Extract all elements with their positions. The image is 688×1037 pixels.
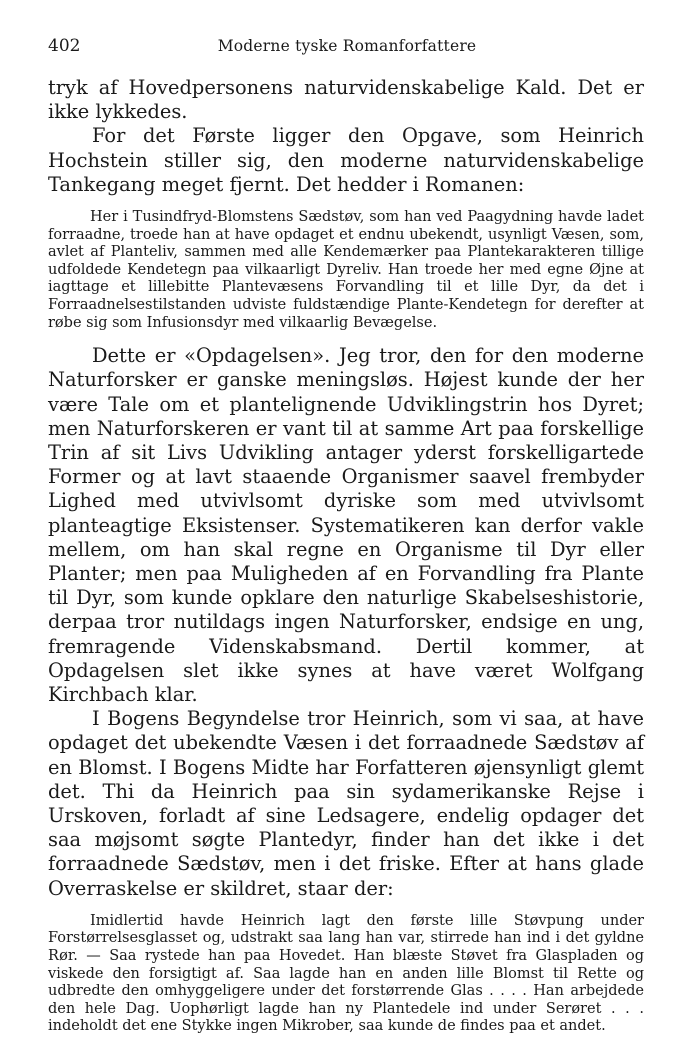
paragraph-continuation: tryk af Hovedpersonens naturvidenskabelige Kald. Det er ikke lykkedes. [48, 76, 644, 124]
page-header [48, 36, 646, 60]
block-quote-1: Her i Tusindfryd-Blomstens Sædstøv, som han ved Paagydning havde ladet forraadne, troede han at have opdaget et endnu ubekendt, usynligt Væsen, som, avlet af Planteliv, sammen med alle Kendemærker paa Plantekarakteren tillige udfoldede Kendetegn paa vilkaarligt Dyreliv. Han troede her med egne Øjne at iagttage et lillebitte Plantevæsens Forvandling til et lille Dyr, da det i Forraadnelsestilstanden udviste fuldstændige Plante-Kendetegn for derefter at røbe sig som Infusionsdyr med vilkaarlig Bevægelse. [48, 209, 644, 331]
page-body [48, 76, 644, 1036]
paragraph-discussion: Dette er «Opdagelsen». Jeg tror, den for den moderne Naturforsker er ganske meningsløs. Højest kunde der her være Tale om et plantelignende Udviklingstrin hos Dyret; men Naturforskeren er vant til at samme Art paa forskellige Trin af sit Livs Udvikling antager yderst forskelligartede Former og at lavt staaende Organismer saavel frembyder Lighed med utvivlsomt dyriske som med utvivlsomt planteagtige Eksistenser. Systematikeren kan derfor vakle mellem, om han skal regne en Organisme til Dyr eller Planter; men paa Muligheden af en Forvandling fra Plante til Dyr, som kunde opklare den naturlige Skabelseshistorie, derpaa tror nutildags ingen Naturforsker, endsige en ung, fremragende Videnskabsmand. Dertil kommer, at Opdagelsen slet ikke synes at have været Wolfgang Kirchbach klar. [48, 344, 644, 707]
page-number: 402 [48, 36, 81, 56]
block-quote-2: Imidlertid havde Heinrich lagt den første lille Støvpung under Forstørrelsesglasset og, udstrakt saa lang han var, stirrede han ind i det gyldne Rør. — Saa rystede han paa Hovedet. Han blæste Støvet fra Glaspladen og viskede den forsigtigt af. Saa lagde han en anden lille Blomst til Rette og udbredte den omhyggeligere under det forstørrende Glas . . . . Han arbejdede den hele Dag. Uophørligt lagde han ny Plantedele ind under Serøret . . . indeholdt det ene Stykke ingen Mikrober, saa kunde de findes paa et andet. [48, 912, 644, 1035]
running-title: Moderne tyske Romanforfattere [217, 37, 477, 55]
paragraph-intro-quote: For det Første ligger den Opgave, som Heinrich Hochstein stiller sig, den moderne naturvidenskabelige Tankegang meget fjernt. Det hedder i Romanen: [48, 124, 644, 196]
paragraph-heinrich: I Bogens Begyndelse tror Heinrich, som vi saa, at have opdaget det ubekendte Væsen i det forraadnede Sædstøv af en Blomst. I Bogens Midte har Forfatteren øjensynligt glemt det. Thi da Heinrich paa sin sydamerikanske Rejse i Urskoven, forladt af sine Ledsagere, endelig opdager det saa møjsomt søgte Plantedyr, finder han det ikke i det forraadnede Sædstøv, men i det friske. Efter at hans glade Overraskelse er skildret, staar der: [48, 707, 644, 900]
